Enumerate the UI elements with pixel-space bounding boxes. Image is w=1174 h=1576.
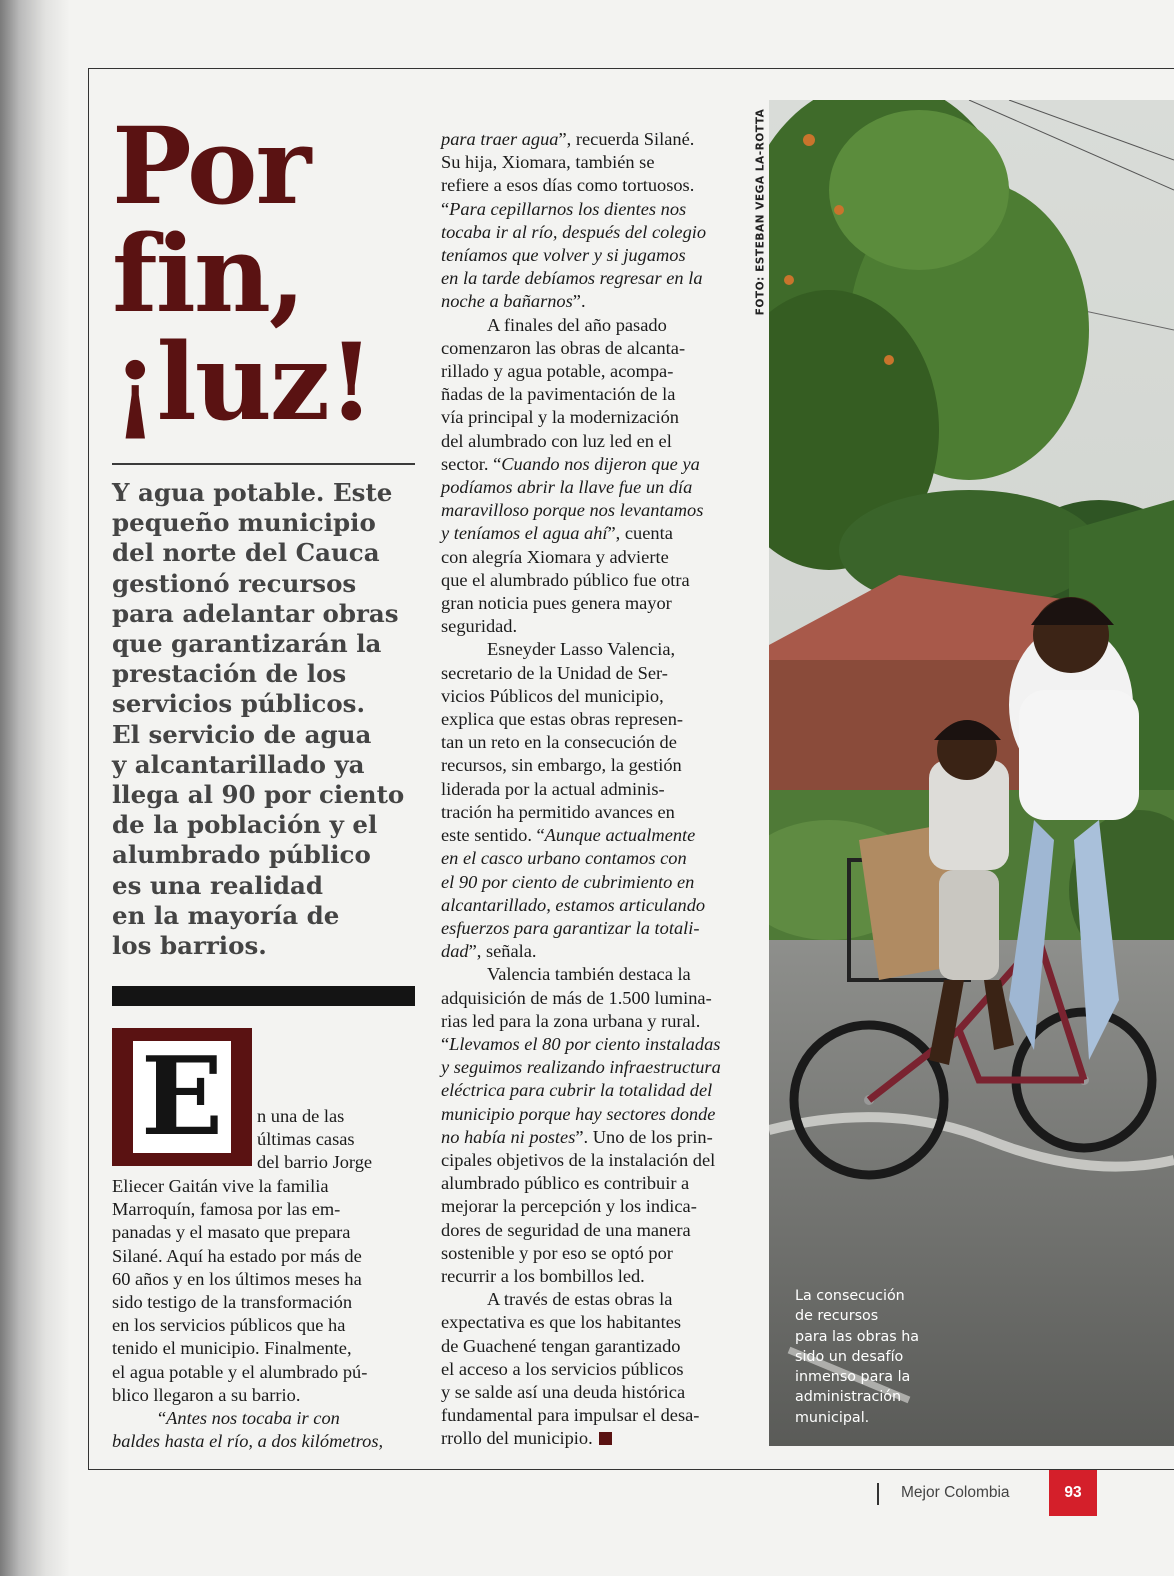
body-line [441,592,721,615]
body-line [441,267,721,290]
body-line [441,1381,721,1404]
body-text-run: adquisición de más de 1.500 lumina- [441,987,712,1008]
body-line [441,198,721,221]
body-line [441,1056,721,1079]
deck-line: llega al 90 por ciento [112,780,405,810]
body-text-run: rrollo del municipio. [441,1428,593,1449]
body-text-run: “ [441,1033,450,1054]
body-text-run: rillado y agua potable, acompa- [441,361,674,382]
deck-line: del norte del Cauca [112,538,380,568]
body-text-run: Su hija, Xiomara, también se [441,152,655,173]
body-text-run: ”, señala. [468,941,537,962]
quote-text: esfuerzos para garantizar la totali- [441,917,700,938]
body-line [112,1221,383,1244]
body-line [441,1010,721,1033]
body-text-run: del alumbrado con luz led en el [441,430,672,451]
body-text-run: Marroquín, famosa por las em- [112,1199,341,1220]
body-column-1-beside-dropcap [257,1105,372,1175]
headline-divider [112,463,415,465]
photo-caption [795,1286,995,1428]
body-text-run: “ [158,1408,167,1429]
quote-text: dad [441,941,469,962]
body-text-run: expectativa es que los habitantes [441,1312,682,1333]
body-line [441,1219,721,1242]
body-line [441,801,721,824]
body-text-run: A través de estas obras la [487,1289,673,1310]
quote-text: teníamos que volver y si jugamos [441,245,686,266]
body-line [441,754,721,777]
drop-cap [112,1028,252,1166]
body-line [441,499,721,522]
body-column-1 [112,1175,383,1453]
body-text-run: que el alumbrado público fue otra [441,569,690,590]
body-line [441,1126,721,1149]
body-line [112,1337,383,1360]
deck-line: prestación de los [112,659,347,689]
body-text-run: secretario de la Unidad de Ser- [441,662,668,683]
body-text-run: dores de seguridad de una manera [441,1219,691,1240]
body-line: del barrio Jorge [257,1152,373,1173]
body-line [441,290,721,313]
body-text-run: A finales del año pasado [487,314,667,335]
quote-text: Llevamos el 80 por ciento instaladas [449,1033,721,1054]
body-line [112,1384,383,1407]
body-text-run: vía principal y la modernización [441,407,679,428]
body-line [441,174,721,197]
body-line [441,615,721,638]
body-text-run: ”. Uno de los prin- [575,1126,713,1147]
body-line [441,1033,721,1056]
body-text-run: el agua potable y el alumbrado pú- [112,1361,368,1382]
body-line [441,221,721,244]
caption-line: para las obras ha [795,1328,920,1345]
quote-text: tocaba ir al río, después del colegio [441,221,707,242]
body-text-run: panadas y el masato que prepara [112,1222,351,1243]
drop-cap-letter: E [133,1041,231,1153]
body-text-run: tenido el municipio. Finalmente, [112,1338,352,1359]
body-text-run: blico llegaron a su barrio. [112,1384,301,1405]
quote-text: para traer agua [441,129,559,149]
body-text-run: ”, cuenta [607,523,673,544]
deck-line: y alcantarillado ya [112,749,365,779]
body-line [112,1245,383,1268]
body-line [441,638,721,661]
body-text-run: sostenible y por eso se optó por [441,1242,673,1263]
caption-line: sido un desafío [795,1348,904,1365]
body-line [441,337,721,360]
headline [112,103,422,444]
body-line [441,406,721,429]
deck-summary [112,478,417,961]
body-text-run: ”. [572,291,586,312]
body-text-run: Eliecer Gaitán vive la familia [112,1176,329,1196]
body-text-run: en los servicios públicos que ha [112,1315,346,1336]
body-line [441,778,721,801]
deck-line: Y agua potable. Este [112,478,393,507]
deck-line: gestionó recursos [112,568,357,598]
body-text-run: Silané. Aquí ha estado por más de [112,1245,362,1266]
body-line [441,476,721,499]
body-text-run: y se salde así una deuda histórica [441,1381,686,1402]
body-text-run: mejorar la percepción y los indica- [441,1196,697,1217]
quote-text: municipio porque hay sectores donde [441,1103,716,1124]
body-line [441,1079,721,1102]
quote-text: podíamos abrir la llave fue un día [441,477,693,498]
body-text-run: ñadas de la pavimentación de la [441,384,676,405]
body-column-2 [441,128,721,1451]
quote-text: maravilloso porque nos levantamos [441,500,704,521]
headline-line: ¡luz! [112,319,373,444]
photo-credit-text: FOTO: ESTEBAN VEGA LA-ROTTA [754,108,766,316]
body-line [441,569,721,592]
body-line [441,453,721,476]
feature-photo [769,100,1174,1446]
body-text-run: de Guachené tengan garantizado [441,1335,681,1356]
quote-text: eléctrica para cubrir la totalidad del [441,1080,713,1101]
body-line [441,1172,721,1195]
body-line [441,708,721,731]
page-number: 93 [1049,1470,1097,1516]
body-text-run: tan un reto en la consecución de [441,732,677,753]
magazine-name: Mejor Colombia [901,1484,1010,1501]
body-line [441,360,721,383]
body-text-run: sido testigo de la transformación [112,1292,353,1313]
body-text-run: con alegría Xiomara y advierte [441,546,669,567]
quote-text: no había ni postes [441,1126,576,1147]
body-line [441,662,721,685]
body-line [112,1314,383,1337]
headline-line: Por [112,103,310,228]
body-line [441,871,721,894]
body-text-run: fundamental para impulsar el desa- [441,1405,700,1426]
quote-text: en el casco urbano contamos con [441,848,687,869]
body-line [441,1335,721,1358]
quote-text: alcantarillado, estamos articulando [441,894,706,915]
body-line [441,244,721,267]
body-line [112,1198,383,1221]
body-text-run: Valencia también destaca la [487,964,691,985]
body-text-run: cipales objetivos de la instalación del [441,1149,716,1170]
body-line [112,1175,383,1198]
deck-divider [112,986,415,1006]
caption-line: La consecución [795,1288,905,1304]
body-line [441,1195,721,1218]
caption-line: municipal. [795,1409,870,1426]
body-line [441,430,721,453]
body-line [112,1407,383,1430]
body-text-run: el acceso a los servicios públicos [441,1358,684,1379]
body-text-run: gran noticia pues genera mayor [441,593,672,614]
end-mark [599,1432,612,1445]
body-line [441,894,721,917]
caption-line: de recursos [795,1308,879,1325]
quote-text: el 90 por ciento de cubrimiento en [441,871,695,892]
deck-line: alumbrado público [112,840,371,870]
body-line: n una de las [257,1106,345,1126]
body-line [441,151,721,174]
photo-illustration [769,100,1174,1446]
body-line [441,1149,721,1172]
body-text-run: comenzaron las obras de alcanta- [441,337,686,358]
body-line [441,522,721,545]
body-text-run: 60 años y en los últimos meses ha [112,1268,362,1289]
body-text-run: explica que estas obras represen- [441,709,684,730]
body-line [441,963,721,986]
body-line [441,1265,721,1288]
body-line [441,1103,721,1126]
body-text-run: ”, recuerda Silané. [558,129,695,149]
body-text-run: rias led para la zona urbana y rural. [441,1010,701,1031]
caption-line: inmenso para la [795,1369,911,1386]
headline-line: fin, [112,211,304,336]
body-line [441,314,721,337]
quote-text: noche a bañarnos [441,291,573,312]
footer-divider [877,1483,879,1505]
body-line [441,1288,721,1311]
body-line [112,1361,383,1384]
deck-line: servicios públicos. [112,689,365,719]
body-line [441,917,721,940]
body-text-run: “ [441,198,450,219]
body-text-run: refiere a esos días como tortuosos. [441,175,695,196]
body-line [112,1430,383,1453]
body-line [441,1242,721,1265]
body-text-run: tración ha permitido avances en [441,801,675,822]
deck-line: los barrios. [112,931,267,961]
deck-line: El servicio de agua [112,719,372,749]
deck-line: es una realidad [112,870,324,900]
deck-line: para adelantar obras [112,598,399,628]
body-line [441,685,721,708]
body-line [441,128,721,151]
body-line [441,546,721,569]
body-text-run: Esneyder Lasso Valencia, [487,639,676,660]
body-line [112,1291,383,1314]
body-text-run: sector. “ [441,453,502,474]
body-line [441,1427,721,1450]
deck-line: que garantizarán la [112,629,382,659]
body-line [441,987,721,1010]
quote-text: baldes hasta el río, a dos kilómetros, [112,1431,384,1452]
body-line [441,1404,721,1427]
quote-text: y teníamos el agua ahí [441,523,608,544]
photo-credit [751,100,769,324]
quote-text: y seguimos realizando infraestructura [441,1057,721,1078]
body-line [441,383,721,406]
caption-line: administración [795,1389,902,1406]
quote-text: Aunque actualmente [544,825,696,846]
quote-text: en la tarde debíamos regresar en la [441,268,703,289]
body-line [441,1358,721,1381]
body-line [441,731,721,754]
page-spine-shadow [0,0,70,1576]
deck-line: pequeño municipio [112,508,376,538]
body-text-run: alumbrado público es contribuir a [441,1173,690,1194]
body-text-run: este sentido. “ [441,825,545,846]
body-line [441,940,721,963]
body-line [441,1311,721,1334]
body-text-run: seguridad. [441,616,518,637]
body-text-run: liderada por la actual adminis- [441,778,665,799]
deck-line: de la población y el [112,810,378,840]
quote-text: Cuando nos dijeron que ya [501,453,700,474]
quote-text: Antes nos tocaba ir con [166,1408,340,1429]
body-line: últimas casas [257,1129,355,1150]
deck-line: en la mayoría de [112,900,340,930]
body-line [441,847,721,870]
body-line [112,1268,383,1291]
body-text-run: recursos, sin embargo, la gestión [441,755,682,776]
body-text-run: recurrir a los bombillos led. [441,1265,645,1286]
body-line [441,824,721,847]
quote-text: Para cepillarnos los dientes nos [449,198,687,219]
body-text-run: vicios Públicos del municipio, [441,685,664,706]
